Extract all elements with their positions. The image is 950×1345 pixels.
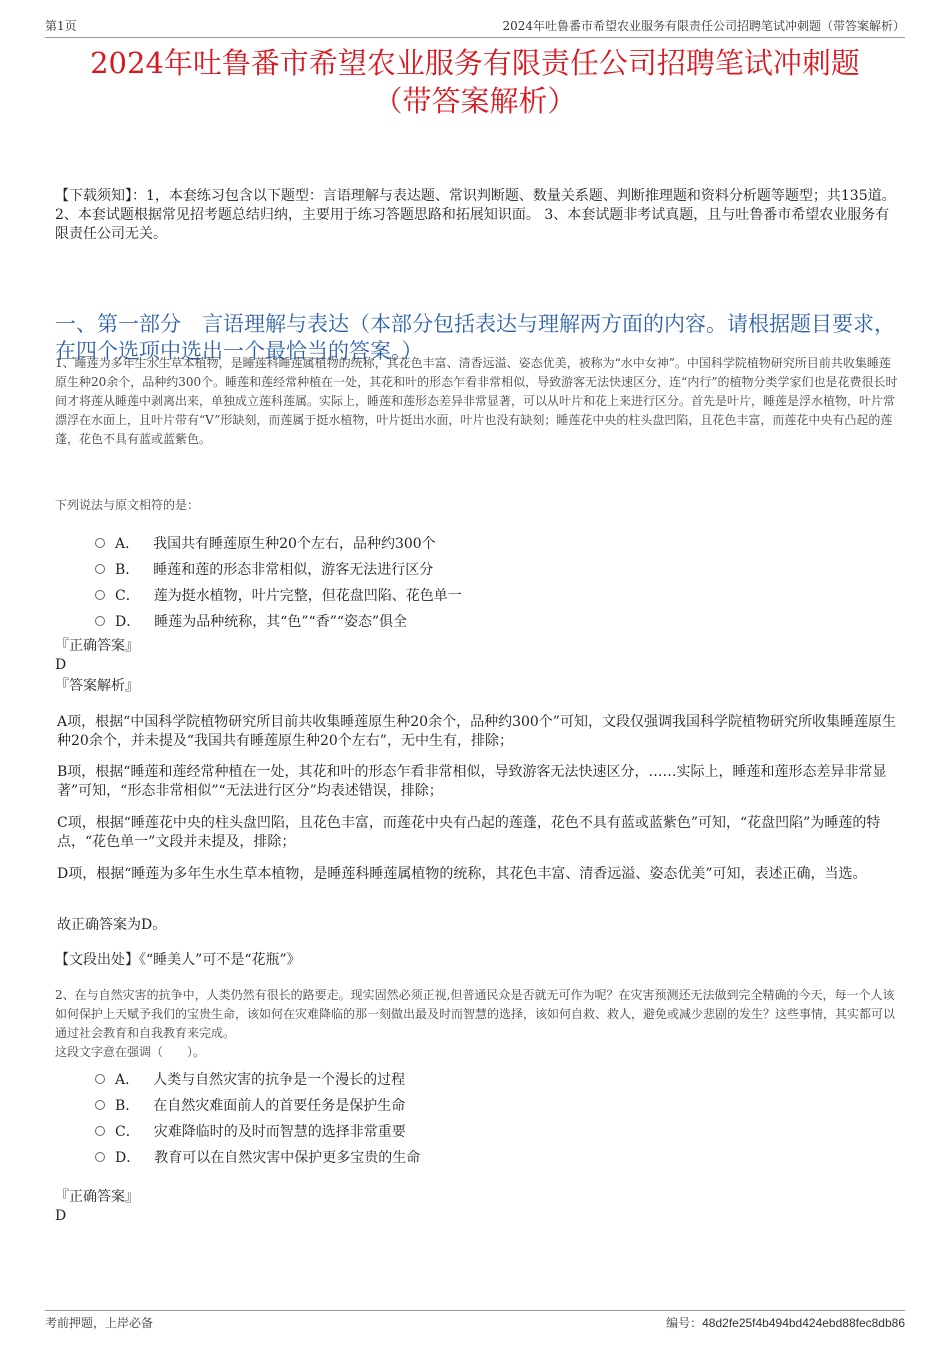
question-2-stem bbox=[55, 986, 900, 1062]
option-c[interactable] bbox=[95, 1118, 895, 1144]
radio-icon[interactable] bbox=[95, 538, 105, 548]
option-b[interactable] bbox=[95, 556, 895, 582]
option-letter: B． bbox=[115, 562, 140, 578]
analysis-paragraph-a: A项，根据“中国科学院植物研究所目前共收集睡莲原生种20余个，品种约300个”可知，文段仅强调我国科学院植物研究所收集睡莲原生种20余个，并未提及“我国共有睡莲原生种20个左右”，无中生有，排除； bbox=[57, 714, 896, 749]
page-header bbox=[45, 14, 905, 38]
analysis-paragraph-d: D项，根据“睡莲为多年生水生草本植物，是睡莲科睡莲属植物的统称，其花色丰富、清香远溢、姿态优美”可知，表述正确，当选。 bbox=[57, 866, 867, 882]
question-2-options bbox=[95, 1066, 895, 1170]
option-text: 在自然灾难面前人的首要任务是保护生命 bbox=[153, 1098, 406, 1114]
option-text: 睡莲为品种统称，其“色”“香”“姿态”俱全 bbox=[154, 614, 408, 630]
option-a[interactable] bbox=[95, 1066, 895, 1092]
option-a[interactable] bbox=[95, 530, 895, 556]
header-doc-title: 2024年吐鲁番市希望农业服务有限责任公司招聘笔试冲刺题（带答案解析） bbox=[502, 19, 905, 33]
option-d[interactable] bbox=[95, 608, 895, 634]
option-d[interactable] bbox=[95, 1144, 895, 1170]
question-1-source: 【文段出处】《“睡美人”可不是“花瓶”》 bbox=[55, 952, 301, 968]
question-1-analysis-label: 『答案解析』 bbox=[55, 678, 139, 694]
option-letter: B． bbox=[115, 1098, 140, 1114]
option-text: 灾难降临时的及时而智慧的选择非常重要 bbox=[153, 1124, 406, 1140]
option-letter: D． bbox=[115, 614, 141, 630]
option-letter: A． bbox=[115, 536, 140, 552]
radio-icon[interactable] bbox=[95, 1100, 105, 1110]
option-c[interactable] bbox=[95, 582, 895, 608]
section-heading: 一、第一部分 言语理解与表达（本部分包括表达与理解两方面的内容。请根据题目要求，在四个选项中选出一个最恰当的答案。） bbox=[55, 312, 895, 363]
title-line-1: 2024年吐鲁番市希望农业服务有限责任公司招聘笔试冲刺题 bbox=[90, 46, 860, 80]
option-letter: A． bbox=[115, 1072, 140, 1088]
question-2-answer-label: 『正确答案』 bbox=[55, 1189, 139, 1205]
question-1-answer: D bbox=[55, 657, 67, 673]
question-1-conclusion: 故正确答案为D。 bbox=[57, 917, 167, 933]
option-letter: D． bbox=[115, 1150, 141, 1166]
radio-icon[interactable] bbox=[95, 1074, 105, 1084]
question-2-prompt: 这段文字意在强调（ ）。 bbox=[55, 1045, 206, 1059]
footer-code bbox=[666, 1314, 905, 1331]
radio-icon[interactable] bbox=[95, 1126, 105, 1136]
question-1-prompt: 下列说法与原文相符的是： bbox=[55, 498, 200, 512]
radio-icon[interactable] bbox=[95, 1152, 105, 1162]
question-2-text: 2、在与自然灾害的抗争中，人类仍然有很长的路要走。现实固然必须正视,但普通民众是否就无可作为呢？在灾害预测还无法做到完全精确的今天，每一个人该如何保护上天赋予我们的宝贵生命，该如何在灾难降临的那一刻做出最及时而智慧的选择，该如何自救、救人，避免或减少悲剧的发生？这些事情，其实都可以通过社会教育和自我教育来完成。 bbox=[55, 988, 896, 1040]
analysis-paragraph-c: C项，根据“睡莲花中央的柱头盘凹陷，且花色丰富，而莲花中央有凸起的莲蓬，花色不具有蓝或蓝紫色”可知，“花盘凹陷”为睡莲的特点，“花色单一”文段并未提及，排除； bbox=[57, 815, 881, 850]
question-2-answer: D bbox=[55, 1208, 67, 1224]
title-line-2: （带答案解析） bbox=[373, 84, 577, 118]
document-title bbox=[45, 44, 905, 120]
question-1-options bbox=[95, 530, 895, 634]
analysis-paragraph-b: B项，根据“睡莲和莲经常种植在一处，其花和叶的形态乍看非常相似，导致游客无法快速区分，……实际上，睡莲和莲形态差异非常显著”可知，“形态非常相似”“无法进行区分”均表述错误，排除； bbox=[57, 764, 887, 799]
question-1-answer-label: 『正确答案』 bbox=[55, 638, 139, 654]
footer-code-value: 48d2fe25f4b494bd424ebd88fec8db86 bbox=[702, 1316, 905, 1330]
option-b[interactable] bbox=[95, 1092, 895, 1118]
option-text: 我国共有睡莲原生种20个左右，品种约300个 bbox=[153, 536, 436, 552]
option-letter: C． bbox=[115, 1124, 140, 1140]
option-text: 教育可以在自然灾害中保护更多宝贵的生命 bbox=[154, 1150, 421, 1166]
download-notice: 【下载须知】：1，本套练习包含以下题型：言语理解与表达题、常识判断题、数量关系题、判断推理题和资料分析题等题型；共135道。 2、本套试题根据常见招考题总结归纳，主要用于练习答题思路和拓展知识面。 3、本套试题非考试真题，且与吐鲁番市希望农业服务有限责任公司无关。 bbox=[55, 188, 896, 242]
radio-icon[interactable] bbox=[95, 590, 105, 600]
footer-code-label: 编号： bbox=[666, 1316, 703, 1330]
option-text: 莲为挺水植物，叶片完整，但花盘凹陷、花色单一 bbox=[153, 588, 462, 604]
option-text: 睡莲和莲的形态非常相似，游客无法进行区分 bbox=[153, 562, 434, 578]
option-letter: C． bbox=[115, 588, 140, 604]
radio-icon[interactable] bbox=[95, 616, 105, 626]
page-footer bbox=[45, 1310, 905, 1331]
radio-icon[interactable] bbox=[95, 564, 105, 574]
option-text: 人类与自然灾害的抗争是一个漫长的过程 bbox=[153, 1072, 406, 1088]
question-1-stem: 1、睡莲为多年生水生草本植物，是睡莲科睡莲属植物的统称，其花色丰富、清香远溢、姿态优美，被称为“水中女神”。中国科学院植物研究所目前共收集睡莲原生种20余个，品种约300个。睡莲和莲经常种植在一处，其花和叶的形态乍看非常相似，导致游客无法快速区分，连“内行”的植物分类学家们也是花费很长时间才将莲从睡莲中剥离出来，单独成立莲科莲属。实际上，睡莲和莲形态差异非常显著，可以从叶片和花上来进行区分。首先是叶片，睡莲是浮水植物，叶片常漂浮在水面上，且叶片带有“V”形缺刻，而莲属于挺水植物，叶片挺出水面，叶片也没有缺刻；睡莲花中央的柱头盘凹陷，且花色丰富，而莲花中央有凸起的莲蓬，花色不具有蓝或蓝紫色。 bbox=[55, 356, 898, 446]
footer-slogan: 考前押题，上岸必备 bbox=[45, 1316, 154, 1330]
page-number: 第1页 bbox=[45, 19, 77, 33]
